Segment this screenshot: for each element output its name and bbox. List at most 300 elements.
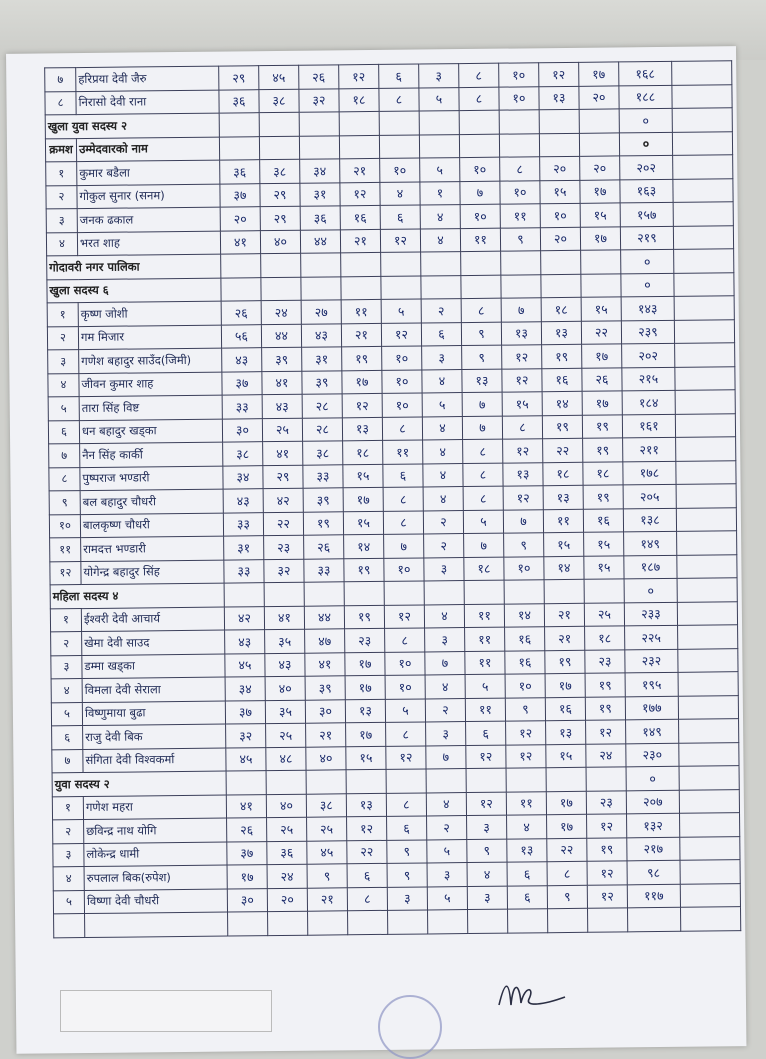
vote-count: १९ [583, 438, 623, 462]
vote-count: १२ [503, 486, 543, 510]
vote-count: ५६ [221, 324, 261, 348]
vote-count: १७ [580, 226, 620, 250]
total-votes: २०७ [626, 790, 679, 814]
total-votes: १७७ [625, 696, 678, 720]
empty-cell [675, 390, 735, 414]
vote-count: २१ [341, 323, 381, 347]
vote-count: ४५ [225, 653, 265, 677]
candidate-name: ईश्वरी देवी आचार्य [81, 607, 224, 632]
vote-count: ३६ [219, 89, 259, 113]
vote-count: १८ [543, 462, 583, 486]
vote-count: १३ [342, 417, 382, 441]
vote-count: ८ [459, 63, 499, 87]
vote-count: ३७ [227, 841, 267, 865]
empty-cell [226, 771, 266, 795]
vote-count: ३ [422, 346, 462, 370]
empty-cell [341, 252, 381, 276]
empty-cell [548, 908, 588, 932]
vote-count: ४ [422, 369, 462, 393]
total-votes: २०२ [622, 343, 675, 367]
vote-count: ४१ [264, 606, 304, 630]
serial-number: १२ [50, 561, 81, 585]
empty-cell [678, 648, 738, 672]
empty-cell [587, 908, 627, 932]
vote-count: १४ [542, 391, 582, 415]
candidate-name: लोकेन्द्र धामी [84, 842, 227, 867]
serial-number: ६ [52, 726, 83, 750]
vote-count: १२ [587, 884, 627, 908]
vote-count: ३१ [302, 347, 342, 371]
vote-count: ३९ [303, 488, 343, 512]
vote-count: ७ [460, 181, 500, 205]
vote-count: ७ [464, 533, 504, 557]
vote-count: १० [505, 674, 545, 698]
vote-count: ९ [462, 345, 502, 369]
serial-number: ७ [49, 444, 80, 468]
vote-count: ४५ [259, 65, 299, 89]
vote-count: १० [500, 180, 540, 204]
vote-count: २१ [544, 603, 584, 627]
total-votes: १३८ [623, 508, 676, 532]
vote-count: १५ [346, 746, 386, 770]
vote-count: ४१ [226, 794, 266, 818]
vote-count: ८ [502, 415, 542, 439]
empty-cell [676, 484, 736, 508]
vote-count: ३४ [300, 159, 340, 183]
total-votes: १८७ [624, 555, 677, 579]
vote-count: ४३ [222, 348, 262, 372]
serial-number: १ [52, 796, 83, 820]
vote-count: ४२ [224, 606, 264, 630]
vote-count: २३ [264, 535, 304, 559]
total-votes: १६१ [622, 414, 675, 438]
vote-count: ३५ [265, 700, 305, 724]
vote-count: ८ [386, 722, 426, 746]
total-votes: १४९ [624, 531, 677, 555]
vote-count: २४ [586, 743, 626, 767]
empty-cell [678, 672, 738, 696]
vote-count: ४४ [261, 324, 301, 348]
vote-count: ६ [379, 64, 419, 88]
vote-count: ३५ [265, 629, 305, 653]
vote-count: २९ [260, 206, 300, 230]
empty-cell [673, 155, 733, 179]
vote-count: ३७ [222, 371, 262, 395]
empty-cell [539, 133, 579, 157]
vote-count: १३ [543, 485, 583, 509]
section-total: ० [626, 766, 679, 790]
empty-cell [679, 789, 739, 813]
vote-count: ३९ [305, 676, 345, 700]
candidate-name: रुपलाल बिक(रुपेश) [84, 865, 227, 890]
serial-number: ५ [48, 397, 79, 421]
empty-cell [541, 274, 581, 298]
vote-count: ३ [424, 557, 464, 581]
empty-cell [221, 254, 261, 278]
empty-cell [506, 768, 546, 792]
vote-count: ७ [503, 509, 543, 533]
vote-count: १२ [342, 393, 382, 417]
vote-count: ११ [543, 509, 583, 533]
vote-count: ११ [500, 204, 540, 228]
vote-count: २० [579, 85, 619, 109]
vote-count: १९ [585, 696, 625, 720]
empty-cell [501, 251, 541, 275]
total-votes: २०२ [620, 155, 673, 179]
vote-count: ६ [387, 816, 427, 840]
total-votes: २३० [626, 743, 679, 767]
vote-count: १७ [345, 675, 385, 699]
empty-cell [544, 579, 584, 603]
empty-cell [581, 273, 621, 297]
candidate-name: विष्णा देवी चौधरी [84, 889, 227, 914]
empty-cell [384, 581, 424, 605]
vote-count: १६ [542, 368, 582, 392]
serial-number: ७ [52, 749, 83, 773]
vote-count: ३० [227, 888, 267, 912]
candidate-name: गणेश बहादुर साउँद(जिमी) [79, 348, 222, 373]
empty-cell [672, 84, 732, 108]
vote-count: १७ [545, 673, 585, 697]
vote-count: ३ [387, 886, 427, 910]
total-votes: १३२ [627, 813, 680, 837]
vote-count: ४१ [220, 230, 260, 254]
empty-cell [301, 253, 341, 277]
vote-count: ६ [421, 322, 461, 346]
empty-cell [672, 131, 732, 155]
empty-cell [674, 319, 734, 343]
empty-cell [224, 583, 264, 607]
vote-count: १७ [582, 391, 622, 415]
section-total: ० [619, 108, 672, 132]
vote-count: १८ [464, 557, 504, 581]
serial-number: १ [46, 162, 77, 186]
empty-cell [678, 695, 738, 719]
candidate-name: कृष्ण जोशी [78, 301, 221, 326]
vote-count: १४ [344, 534, 384, 558]
vote-count: ४७ [305, 629, 345, 653]
vote-count: ५ [419, 87, 459, 111]
empty-cell [586, 767, 626, 791]
lower-paper [60, 990, 272, 1032]
vote-count: २९ [263, 465, 303, 489]
serial-number: ८ [45, 91, 76, 115]
empty-cell [680, 836, 740, 860]
vote-count: १५ [544, 532, 584, 556]
empty-cell [85, 912, 228, 937]
candidate-name: बल बहादुर चौधरी [80, 489, 223, 514]
vote-count: ३९ [302, 370, 342, 394]
vote-count: १७ [343, 487, 383, 511]
vote-count: ४० [260, 230, 300, 254]
vote-count: १९ [542, 415, 582, 439]
section-title: खुला युवा सदस्य २ [45, 113, 219, 138]
total-votes: २२५ [625, 625, 678, 649]
total-votes: ९८ [627, 860, 680, 884]
candidate-name: भरत शाह [77, 231, 220, 256]
vote-count: ३८ [260, 159, 300, 183]
candidate-name: खेमा देवी साउद [82, 630, 225, 655]
vote-count: ५ [427, 839, 467, 863]
vote-count: १५ [343, 511, 383, 535]
empty-cell [676, 460, 736, 484]
serial-number: १ [50, 608, 81, 632]
vote-count: ७ [425, 651, 465, 675]
empty-cell [680, 883, 740, 907]
vote-count: ३३ [304, 558, 344, 582]
vote-count: ३८ [303, 441, 343, 465]
empty-cell [266, 770, 306, 794]
section-title: महिला सदस्य ४ [50, 583, 224, 608]
total-votes: १४३ [621, 296, 674, 320]
vote-count: ४३ [223, 489, 263, 513]
empty-cell [508, 909, 548, 933]
vote-count: १९ [542, 344, 582, 368]
vote-count: ११ [383, 440, 423, 464]
serial-number: १० [49, 514, 80, 538]
vote-count: २८ [302, 417, 342, 441]
vote-count: ६ [347, 863, 387, 887]
serial-number: ४ [51, 679, 82, 703]
vote-count: १७ [582, 344, 622, 368]
vote-count: ४५ [226, 747, 266, 771]
vote-count: १ [420, 181, 460, 205]
empty-cell [672, 108, 732, 132]
vote-count: ८ [382, 416, 422, 440]
vote-count: १९ [344, 558, 384, 582]
vote-count: ९ [504, 533, 544, 557]
vote-count: ८ [547, 861, 587, 885]
total-votes: १७८ [623, 461, 676, 485]
vote-count: ११ [465, 651, 505, 675]
vote-count: ३२ [264, 559, 304, 583]
vote-count: १९ [585, 673, 625, 697]
empty-cell [541, 250, 581, 274]
vote-count: २६ [227, 818, 267, 842]
empty-cell [344, 581, 384, 605]
vote-count: १५ [540, 180, 580, 204]
vote-count: २० [580, 156, 620, 180]
vote-count: ५ [385, 698, 425, 722]
candidate-name: डम्मा खड्का [82, 654, 225, 679]
empty-cell [304, 582, 344, 606]
vote-count: १५ [580, 203, 620, 227]
vote-count: १५ [584, 555, 624, 579]
vote-count: १७ [546, 791, 586, 815]
serial-number: ५ [53, 890, 84, 914]
serial-number: ४ [46, 232, 77, 256]
total-votes: १९५ [625, 672, 678, 696]
vote-count: १७ [227, 865, 267, 889]
serial-number: ३ [48, 350, 79, 374]
vote-count: १३ [541, 321, 581, 345]
empty-cell [299, 112, 339, 136]
vote-count: २ [423, 510, 463, 534]
total-votes: १८८ [619, 85, 672, 109]
vote-count: ११ [464, 604, 504, 628]
empty-cell [424, 581, 464, 605]
empty-cell [679, 742, 739, 766]
vote-count: ३१ [300, 182, 340, 206]
vote-count: १३ [346, 793, 386, 817]
vote-count: १२ [347, 816, 387, 840]
vote-count: १२ [386, 745, 426, 769]
vote-count: १७ [580, 179, 620, 203]
vote-count: १० [540, 203, 580, 227]
vote-count: ७ [426, 745, 466, 769]
vote-count: २२ [347, 840, 387, 864]
vote-count: ४ [380, 181, 420, 205]
empty-cell [308, 911, 348, 935]
empty-cell [673, 178, 733, 202]
empty-cell [546, 767, 586, 791]
vote-count: २ [425, 698, 465, 722]
empty-cell [468, 909, 508, 933]
vote-count: ८ [379, 88, 419, 112]
candidate-name: विमला देवी सेराला [82, 677, 225, 702]
vote-count: ३३ [224, 559, 264, 583]
vote-count: ३ [425, 628, 465, 652]
empty-cell [680, 813, 740, 837]
candidate-name: तारा सिंह विष्ट [79, 395, 222, 420]
serial-header: क्रमश [45, 138, 76, 162]
serial-number: ४ [48, 373, 79, 397]
empty-cell [579, 132, 619, 156]
official-stamp [378, 995, 442, 1059]
vote-count: १० [382, 393, 422, 417]
vote-count: १३ [507, 838, 547, 862]
vote-count: ११ [460, 228, 500, 252]
empty-cell [264, 582, 304, 606]
vote-count: ४ [426, 792, 466, 816]
serial-number: ५ [51, 702, 82, 726]
empty-cell [461, 275, 501, 299]
vote-count: १६ [505, 650, 545, 674]
vote-count: ८ [386, 792, 426, 816]
empty-cell [579, 109, 619, 133]
vote-count: ११ [506, 791, 546, 815]
vote-count: ३० [305, 699, 345, 723]
vote-count: २० [220, 207, 260, 231]
empty-cell [677, 554, 737, 578]
vote-count: १२ [340, 182, 380, 206]
vote-count: २५ [266, 723, 306, 747]
vote-count: ५ [420, 158, 460, 182]
total-votes: ११७ [627, 884, 680, 908]
vote-count: १२ [506, 744, 546, 768]
total-votes: २१९ [620, 226, 673, 250]
total-votes: २०५ [623, 484, 676, 508]
candidate-name: गम मिजार [78, 325, 221, 350]
vote-count: ३२ [226, 724, 266, 748]
vote-count: ५ [427, 886, 467, 910]
vote-count: ४ [425, 675, 465, 699]
empty-cell [673, 225, 733, 249]
total-votes: १५७ [620, 202, 673, 226]
vote-count: ७ [462, 416, 502, 440]
vote-count: ३३ [222, 395, 262, 419]
empty-cell [674, 249, 734, 273]
total-votes: २१७ [627, 837, 680, 861]
empty-cell [419, 134, 459, 158]
vote-count: १७ [342, 370, 382, 394]
vote-count: २३ [585, 649, 625, 673]
vote-count: २८ [302, 394, 342, 418]
vote-count: २५ [262, 418, 302, 442]
vote-count: ३२ [299, 88, 339, 112]
total-votes: १८४ [622, 390, 675, 414]
total-votes: २३३ [624, 602, 677, 626]
vote-count: ६ [507, 862, 547, 886]
vote-count: ३३ [303, 464, 343, 488]
candidate-name: गोकुल सुनार (सनम) [77, 184, 220, 209]
total-header: ० [619, 132, 672, 156]
vote-count: ४ [424, 604, 464, 628]
section-title: खुला सदस्य ६ [47, 278, 221, 303]
candidate-name: पुष्पराज भण्डारी [80, 466, 223, 491]
serial-number: २ [46, 185, 77, 209]
empty-cell [421, 275, 461, 299]
empty-cell [341, 276, 381, 300]
vote-count: २१ [340, 158, 380, 182]
empty-cell [379, 134, 419, 158]
vote-count: १० [504, 556, 544, 580]
empty-cell [674, 272, 734, 296]
empty-cell [346, 769, 386, 793]
empty-cell [499, 110, 539, 134]
vote-count: ४४ [300, 229, 340, 253]
empty-cell [676, 437, 736, 461]
candidate-name: कुमार बडैला [77, 160, 220, 185]
serial-number: ९ [49, 491, 80, 515]
empty-cell [678, 625, 738, 649]
vote-count: ११ [465, 627, 505, 651]
empty-cell [381, 252, 421, 276]
vote-count: २० [540, 227, 580, 251]
vote-count: ४१ [305, 652, 345, 676]
serial-number: ३ [51, 655, 82, 679]
vote-count: १३ [546, 720, 586, 744]
vote-count: ६ [507, 885, 547, 909]
signature [495, 975, 575, 1015]
vote-count: १५ [584, 532, 624, 556]
empty-cell [419, 111, 459, 135]
vote-count: ६ [383, 463, 423, 487]
vote-count: ९ [307, 864, 347, 888]
serial-number: ६ [48, 420, 79, 444]
vote-count: २४ [267, 864, 307, 888]
serial-number: २ [47, 326, 78, 350]
vote-count: ९ [467, 839, 507, 863]
empty-cell [679, 766, 739, 790]
vote-count: १२ [466, 745, 506, 769]
empty-cell [459, 134, 499, 158]
vote-count: १२ [586, 720, 626, 744]
vote-count: २ [427, 816, 467, 840]
empty-cell [501, 274, 541, 298]
vote-count: ९ [461, 322, 501, 346]
vote-count: १९ [587, 837, 627, 861]
serial-number: ३ [53, 843, 84, 867]
vote-count: १२ [339, 64, 379, 88]
vote-count: ४२ [263, 488, 303, 512]
empty-cell [672, 61, 732, 85]
vote-count: २५ [307, 817, 347, 841]
vote-count: २६ [304, 535, 344, 559]
vote-count: १६ [340, 205, 380, 229]
vote-count: ४३ [262, 394, 302, 418]
vote-count: २ [421, 299, 461, 323]
